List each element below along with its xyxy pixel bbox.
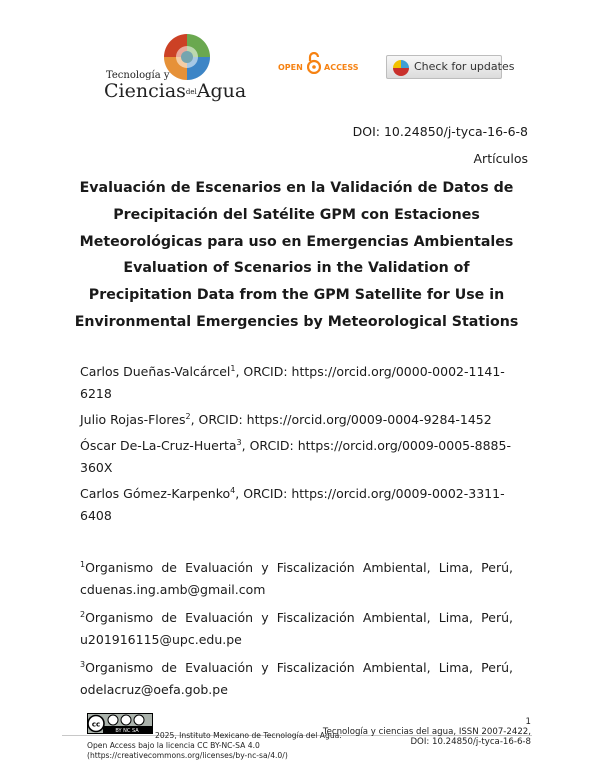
check-for-updates-label: Check for updates (414, 60, 515, 73)
affiliation-entry (80, 657, 513, 701)
affiliation-org: Organismo de Evaluación y Fiscalización Ambiental, Lima, Perú, (85, 610, 513, 625)
footer-journal-info (301, 717, 531, 747)
title-english-line: Environmental Emergencies by Meteorological Stations (74, 314, 519, 330)
affiliation-email[interactable]: cduenas.ing.amb@gmail.com (80, 582, 266, 597)
open-access-text-right: ACCESS (324, 63, 359, 72)
journal-logo-line1: Tecnología y (106, 70, 170, 81)
journal-logo (96, 26, 247, 106)
author-affiliation-mark: 3 (236, 437, 242, 447)
cc-badge-text: BY NC SA (115, 728, 139, 734)
author-entry (80, 483, 520, 527)
footer-doi: DOI: 10.24850/j-tyca-16-6-8 (410, 737, 531, 747)
article-section: Artículos (473, 151, 528, 166)
title-spanish-line: Precipitación del Satélite GPM con Estaciones (113, 207, 480, 223)
check-for-updates-button[interactable] (386, 55, 515, 79)
license-line: 2025, Instituto Mexicano de Tecnología del Agua. (155, 731, 342, 740)
author-affiliation-mark: 1 (230, 363, 236, 373)
globe-icon (162, 32, 212, 82)
orcid-link-continued[interactable]: 6408 (80, 508, 112, 523)
affiliation-list (80, 557, 513, 707)
orcid-link[interactable]: , ORCID: https://orcid.org/0009-0002-3311- (235, 486, 505, 501)
affiliation-entry (80, 557, 513, 601)
author-name: Julio Rojas-Flores (80, 412, 186, 427)
author-affiliation-mark: 2 (185, 411, 191, 421)
svg-text:cc: cc (91, 720, 101, 729)
open-access-logo (278, 50, 358, 80)
journal-logo-name: CienciasdelAgua (104, 80, 247, 102)
affiliation-entry (80, 607, 513, 651)
affiliation-mark: 3 (80, 659, 86, 669)
title-spanish (60, 175, 533, 256)
title-english-line: Precipitation Data from the GPM Satellite for Use in (88, 287, 505, 303)
title-spanish-line: Evaluación de Escenarios en la Validación de Datos de (79, 180, 514, 196)
title-english-line: Evaluation of Scenarios in the Validation of (123, 260, 470, 276)
doi: DOI: 10.24850/j-tyca-16-6-8 (352, 124, 528, 139)
journal-issn: Tecnología y ciencias del agua, ISSN 2007-2422, (322, 727, 531, 737)
orcid-link[interactable]: , ORCID: https://orcid.org/0009-0004-9284-1452 (190, 412, 492, 427)
author-affiliation-mark: 4 (230, 485, 236, 495)
orcid-link-continued[interactable]: 360X (80, 460, 113, 475)
affiliation-email[interactable]: u201916115@upc.edu.pe (80, 632, 242, 647)
orcid-link-continued[interactable]: 6218 (80, 386, 112, 401)
license-url[interactable]: (https://creativecommons.org/licenses/by-nc-sa/4.0/) (87, 751, 288, 760)
affiliation-org: Organismo de Evaluación y Fiscalización Ambiental, Lima, Perú, (85, 560, 513, 575)
affiliation-mark: 2 (80, 609, 86, 619)
orcid-link[interactable]: , ORCID: https://orcid.org/0000-0002-1141- (235, 364, 505, 379)
title-spanish-line: Meteorológicas para uso en Emergencias Ambientales (79, 234, 514, 250)
title-english (60, 255, 533, 336)
author-name: Óscar De-La-Cruz-Huerta (80, 438, 237, 453)
page-number: 1 (525, 717, 531, 727)
open-access-text-left: OPEN (278, 63, 303, 72)
author-entry (80, 361, 520, 405)
author-name: Carlos Gómez-Karpenko (80, 486, 231, 501)
author-name: Carlos Dueñas-Valcárcel (80, 364, 231, 379)
license-line: Open Access bajo la licencia CC BY-NC-SA 4.0 (87, 741, 260, 750)
affiliation-mark: 1 (80, 559, 86, 569)
author-entry (80, 409, 520, 431)
affiliation-email[interactable]: odelacruz@oefa.gob.pe (80, 682, 228, 697)
orcid-link[interactable]: , ORCID: https://orcid.org/0009-0005-8885- (241, 438, 511, 453)
affiliation-org: Organismo de Evaluación y Fiscalización Ambiental, Lima, Perú, (85, 660, 513, 675)
author-entry (80, 435, 520, 479)
open-lock-icon (307, 52, 321, 74)
author-list (80, 361, 520, 531)
crossmark-icon (392, 59, 410, 77)
